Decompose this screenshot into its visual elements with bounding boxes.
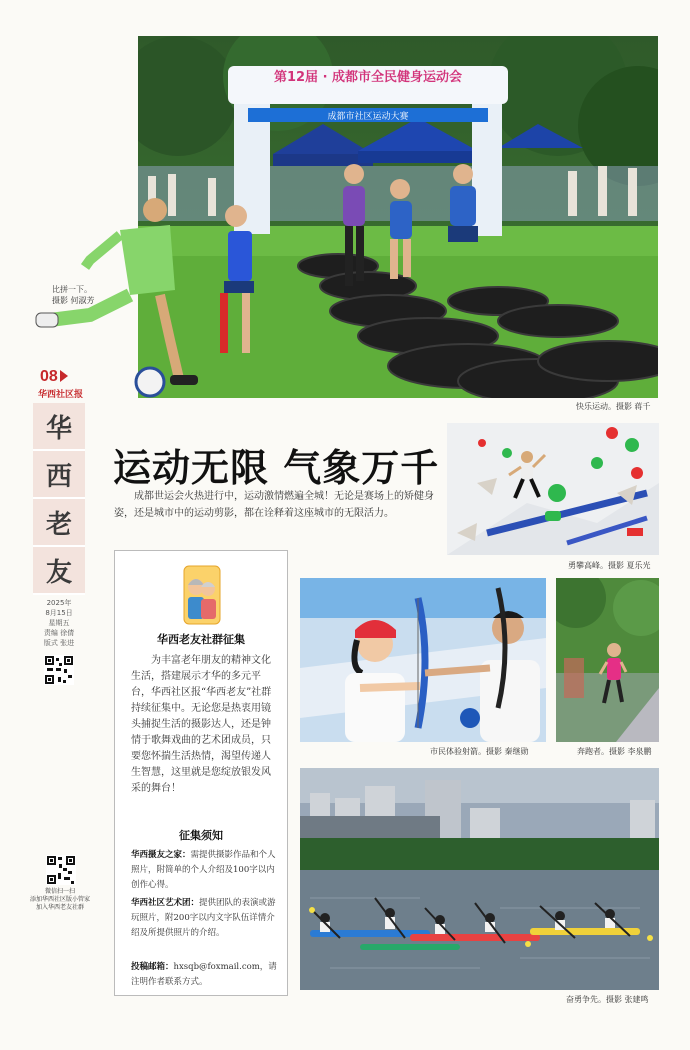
caption-runner: 奔跑者。摄影 李泉鹏 [577,747,652,756]
caption-archery: 市民体验射箭。摄影 秦继勋 [430,747,529,756]
notice-label: 华西社区艺术团： [131,898,200,908]
notice-text[interactable]: hxsqb@foxmail.com，请注明作者联系方式。 [131,962,277,987]
column-title-char: 老 [33,499,85,547]
issue-meta [33,598,85,648]
caption-kayak: 奋勇争先。摄影 张建鸣 [566,995,649,1004]
photo-kayak [300,768,659,990]
notice-text: 提供团队的表演或游玩照片，附200字以内文字队伍详情介绍及所提供照片的介绍。 [131,898,276,938]
issue-editor: 责编 徐倩 [43,629,75,637]
column-title-char: 华 [33,403,85,451]
issue-weekday: 星期五 [48,619,70,627]
top-photo-playground [138,36,658,398]
callbox-body: 为丰富老年朋友的精神文化生活，搭建展示才华的多元平台，华西社区报“华西老友”社群持续征集中。无论您是热衷用镜头捕捉生活的摄影达人，还是钟情于歌舞戏曲的艺术团成员，只要您怀揣生活热情，渴望传递人生智慧，这里就是您绽放银发风采的舞台！ [131,655,272,794]
photo-archery [300,578,546,742]
issue-year: 2025年 [46,599,72,607]
notice-title: 征集须知 [179,829,223,842]
caption-climbing: 勇攀高峰。摄影 夏乐光 [568,561,651,570]
arch-title: 第12届 · 成都市全民健身运动会 [273,70,463,85]
notice-item-art [131,896,279,941]
column-title [33,403,85,595]
notice-label: 华西摄友之家： [131,850,191,860]
issue-layout: 版式 张进 [43,639,75,647]
arch-subtitle: 成都市社区运动大赛 [327,112,409,122]
qr-code-small[interactable] [44,655,74,685]
page-headline: 运动无限 气象万千 [113,446,440,490]
page-number: 08 [40,368,68,386]
lead-paragraph: 成都世运会火热进行中，运动激情燃遍全城！无论是赛场上的矫健身姿，还是城市中的运动剪影，都在诠释着这座城市的无限活力。 [114,491,434,519]
photo-climbing [447,423,659,555]
issue-date: 8月15日 [45,609,73,617]
column-title-char: 西 [33,451,85,499]
caption-kids: 比拼一下。 摄影 何淑芳 [52,285,95,305]
notice-item-email [131,960,279,990]
notice-text: 需提供摄影作品和个人照片，附简单的个人介绍及100字以内创作心得。 [131,850,276,890]
elderly-couple-icon [183,565,221,625]
notice-item-photo [131,848,279,893]
callbox-title: 华西老友社群征集 [157,633,245,646]
caption-top-photo: 快乐运动。摄影 蒋千 [576,402,651,411]
community-call-box [114,550,288,996]
page-arrow-icon [60,370,68,382]
notice-label: 投稿邮箱： [131,962,174,972]
photo-runner [556,578,659,742]
column-title-char: 友 [33,547,85,595]
qr-code-wechat[interactable] [46,855,76,885]
top-photo-scene [138,36,658,398]
paper-name: 华西社区报 [38,389,84,399]
qr-note: 微信扫一扫 添加华西社区版小管家 加入华西老友社群 [29,888,90,911]
